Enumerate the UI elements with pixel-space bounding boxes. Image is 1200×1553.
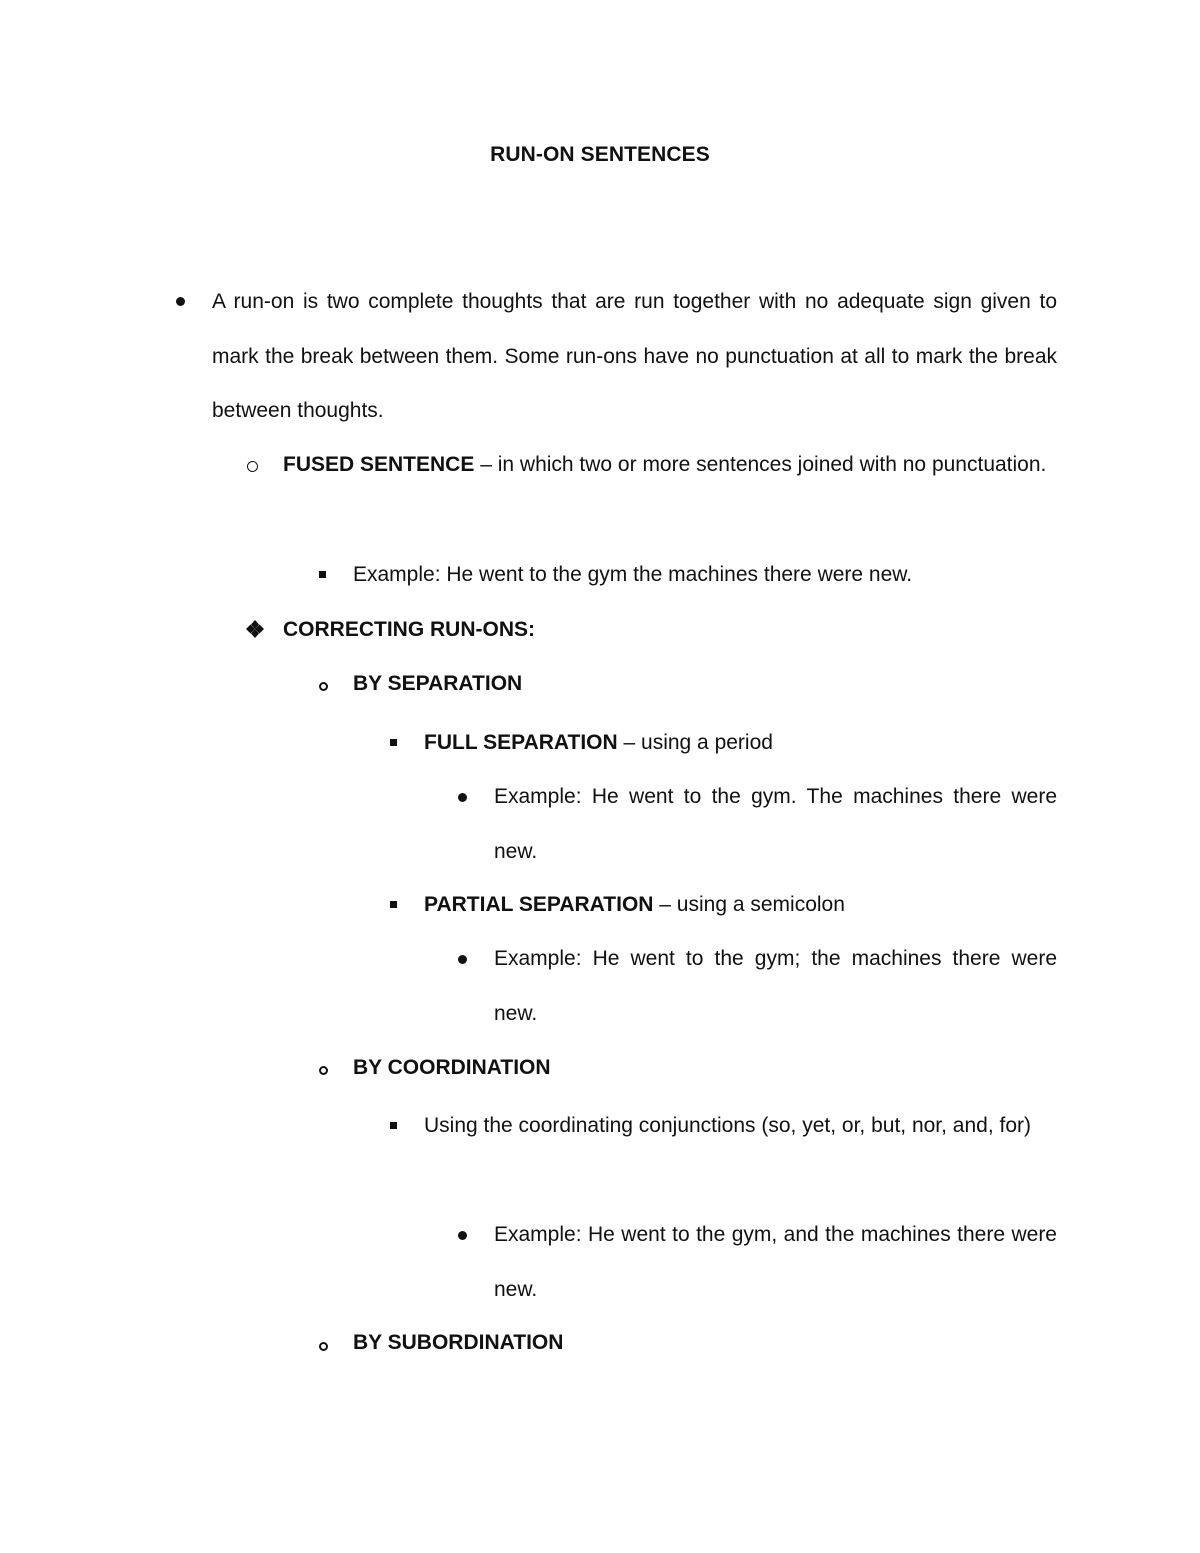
by-coordination-heading — [353, 1041, 1057, 1096]
partial-separation-example — [494, 932, 1057, 1041]
bullet-circle-icon — [247, 461, 258, 472]
correcting-heading — [283, 603, 1057, 658]
by-separation-heading — [353, 657, 1057, 712]
partial-separation-term: PARTIAL SEPARATION — [424, 893, 654, 916]
partial-separation-example-text: Example: He went to the gym; the machines there were new. — [494, 947, 1057, 1025]
by-subordination-text: BY SUBORDINATION — [353, 1331, 564, 1354]
bullet-dot-icon — [176, 297, 185, 306]
full-separation-item — [424, 716, 1057, 771]
bullet-ring-icon — [319, 1066, 328, 1075]
bullet-square-icon — [390, 901, 397, 908]
coordination-description-text: Using the coordinating conjunctions (so, yet, or, but, nor, and, for) — [424, 1114, 1032, 1137]
bullet-ring-icon — [319, 1342, 328, 1351]
full-separation-rest: – using a period — [617, 731, 773, 754]
bullet-square-icon — [390, 1122, 397, 1129]
full-separation-example — [494, 770, 1057, 879]
correcting-heading-text: CORRECTING RUN-ONS: — [283, 618, 535, 641]
fused-sentence-item — [283, 438, 1057, 493]
fused-dash: – — [474, 453, 498, 476]
bullet-dot-icon — [458, 793, 467, 802]
coordination-example-text: Example: He went to the gym, and the machines there were new. — [494, 1223, 1057, 1301]
bullet-ring-icon — [319, 682, 328, 691]
full-separation-example-text: Example: He went to the gym. The machines there were new. — [494, 785, 1057, 863]
bullet-square-icon — [390, 739, 397, 746]
fused-example — [353, 548, 1057, 603]
coordination-example — [494, 1208, 1057, 1317]
by-separation-text: BY SEPARATION — [353, 672, 523, 695]
intro-paragraph — [212, 275, 1057, 439]
page-title: RUN-ON SENTENCES — [490, 143, 710, 166]
fused-example-text: Example: He went to the gym the machines there were new. — [353, 563, 913, 586]
intro-text: A run-on is two complete thoughts that are run together with no adequate sign given to mark the break between them. Some run-ons have no punctuation at all to mark the break between thoughts. — [212, 290, 1057, 422]
bullet-dot-icon — [458, 955, 467, 964]
partial-separation-item — [424, 878, 1057, 933]
bullet-dot-icon — [458, 1231, 467, 1240]
by-subordination-heading — [353, 1316, 1057, 1371]
coordination-description — [424, 1099, 1057, 1154]
bullet-square-icon — [319, 571, 326, 578]
fused-term: FUSED SENTENCE — [283, 453, 475, 476]
diamond-bullet-icon — [246, 620, 264, 638]
partial-separation-rest: – using a semicolon — [653, 893, 845, 916]
by-coordination-text: BY COORDINATION — [353, 1056, 551, 1079]
full-separation-term: FULL SEPARATION — [424, 731, 618, 754]
fused-definition: in which two or more sentences joined with no punctuation. — [497, 453, 1047, 476]
